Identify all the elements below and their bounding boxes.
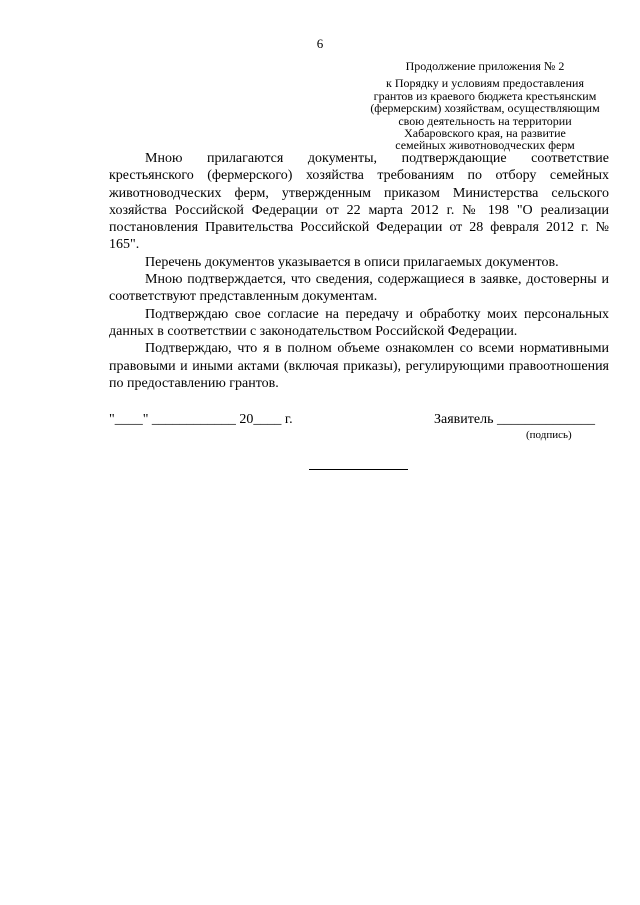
document-body — [109, 150, 609, 392]
paragraph-attached-documents: Мною прилагаются документы, подтверждающие соответствие крестьянского (фермерского) хозяйства требованиям по отбору семейных животноводческих ферм, утвержденным приказом Министерства сельского хозяйства Российской Федерации от 22 марта 2012 г. № 198 "О реализации постановления Правительства Российской Федерации от 28 февраля 2012 г. № 165". — [109, 151, 609, 253]
paragraph-document-list: Перечень документов указывается в описи прилагаемых документов. — [145, 254, 559, 270]
appendix-title: Продолжение приложения № 2 — [405, 59, 565, 73]
signature-caption: (подпись) — [526, 429, 572, 441]
appendix-header — [355, 60, 615, 152]
appendix-header-line: Хабаровского края, на развитие — [404, 126, 566, 141]
end-separator-line — [309, 469, 408, 470]
applicant-signature-line: Заявитель ______________ — [434, 412, 595, 427]
paragraph-accuracy-confirmation: Мною подтверждается, что сведения, содержащиеся в заявке, достоверны и соответствуют представленным документам. — [109, 272, 609, 305]
paragraph-regulations-acknowledgement: Подтверждаю, что я в полном объеме ознакомлен со всеми нормативными правовыми и иными актами (включая приказы), регулирующими правоотношения по предоставлению грантов. — [109, 341, 609, 391]
appendix-header-line: грантов из краевого бюджета крестьянским — [373, 88, 597, 103]
appendix-header-line: к Порядку и условиям предоставления — [386, 76, 584, 91]
appendix-header-line: семейных животноводческих ферм — [395, 138, 575, 153]
page-number: 6 — [316, 36, 324, 51]
appendix-header-line: (фермерским) хозяйствам, осуществляющим — [370, 101, 600, 116]
date-line: "____" ____________ 20____ г. — [109, 412, 293, 427]
paragraph-personal-data-consent: Подтверждаю свое согласие на передачу и обработку моих персональных данных в соответствии с законодательством Российской Федерации. — [109, 306, 609, 339]
appendix-header-line: свою деятельность на территории — [398, 113, 572, 128]
